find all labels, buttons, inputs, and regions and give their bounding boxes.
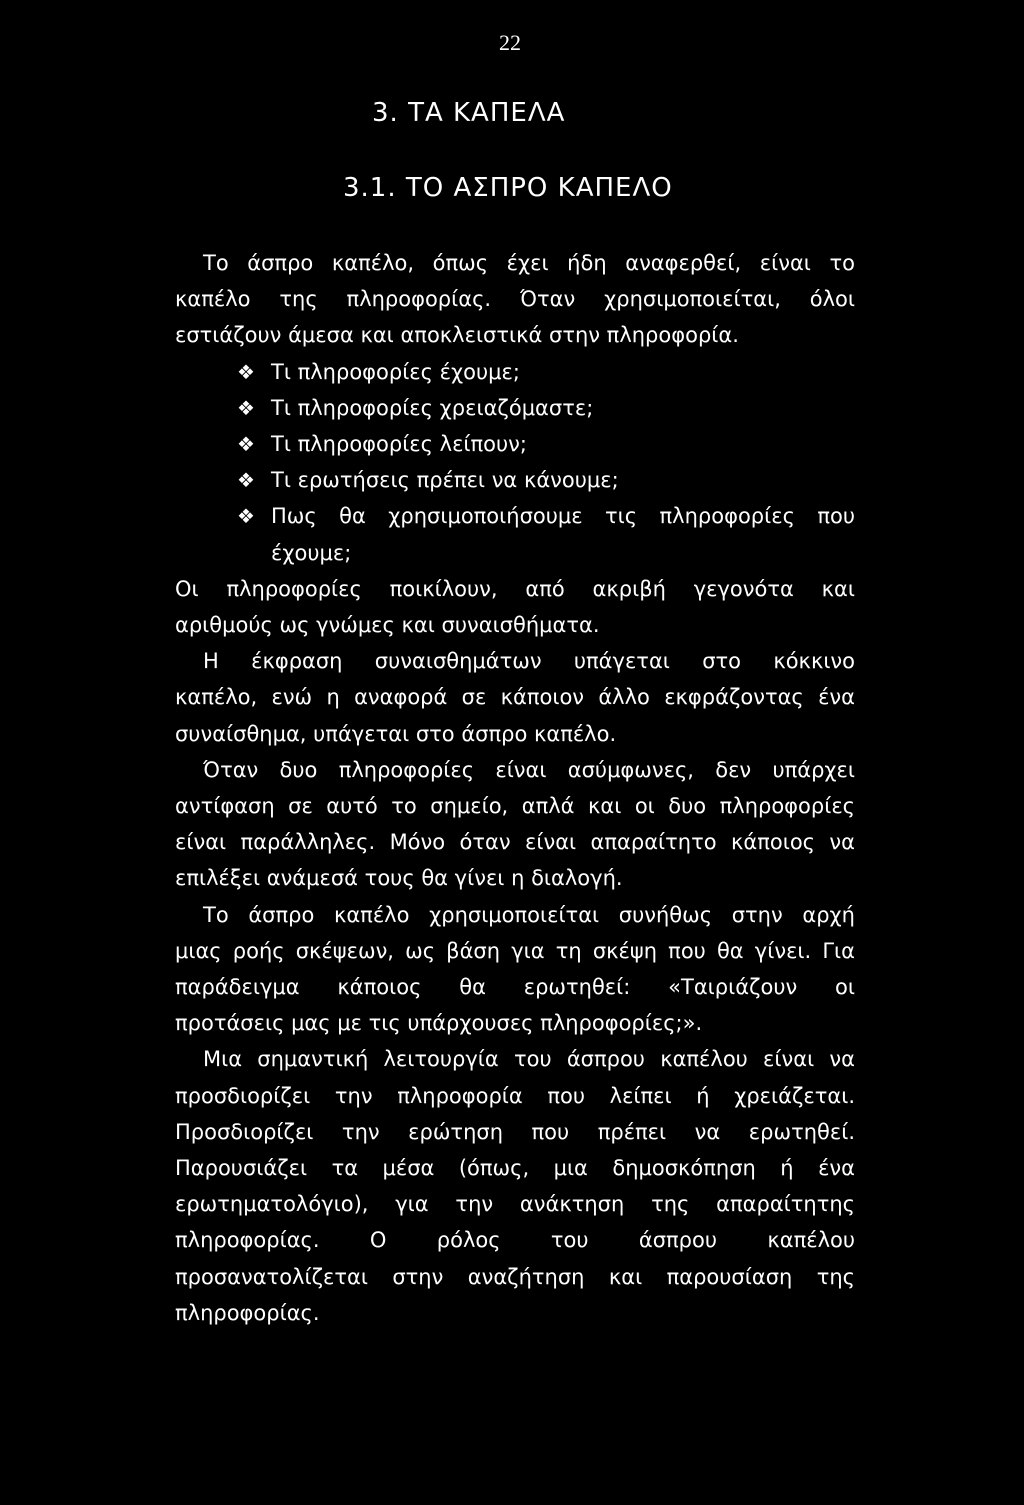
list-item [237, 426, 855, 462]
paragraph [175, 897, 855, 1042]
text-line: επιλέξει ανάμεσά τους θα γίνει η διαλογή. [175, 866, 623, 891]
text-line: Η έκφραση συναισθημάτων υπάγεται στο κόκκινο [203, 649, 855, 674]
list-item [237, 462, 855, 498]
text-line: είναι παράλληλες. Μόνο όταν είναι απαραίτητο κάποιος να [175, 830, 855, 855]
list-item [237, 354, 855, 390]
list-item [237, 390, 855, 426]
chapter-title: 3. ΤΑ ΚΑΠΕΛΑ [372, 98, 566, 128]
text-line: Οι πληροφορίες ποικίλουν, από ακριβή γεγονότα και [175, 576, 855, 601]
text-line: Το άσπρο καπέλο χρησιμοποιείται συνήθως στην αρχή [203, 902, 855, 927]
text-line: Προσδιορίζει την ερώτηση που πρέπει να ερωτηθεί. [175, 1119, 855, 1144]
text-line: Όταν δυο πληροφορίες είναι ασύμφωνες, δεν υπάρχει [203, 757, 855, 782]
text-line: καπέλο, ενώ η αναφορά σε κάποιον άλλο εκφράζοντας ένα [175, 685, 855, 710]
paragraph [175, 643, 855, 752]
diamond-bullet-icon: ❖ [237, 395, 255, 420]
text-line: Το άσπρο καπέλο, όπως έχει ήδη αναφερθεί, είναι το [203, 251, 855, 275]
question-list [175, 354, 855, 571]
text-line: πληροφορίας. Ο ρόλος του άσπρου καπέλου [175, 1228, 855, 1253]
diamond-bullet-icon: ❖ [237, 432, 255, 457]
text-line: Παρουσιάζει τα μέσα (όπως, μια δημοσκόπηση ή ένα [175, 1156, 855, 1181]
paragraph [175, 1041, 855, 1331]
text-line: παράδειγμα κάποιος θα ερωτηθεί: «Ταιριάζουν οι [175, 975, 855, 1000]
diamond-bullet-icon: ❖ [237, 468, 255, 493]
text-line: προτάσεις μας με τις υπάρχουσες πληροφορίες;». [175, 1011, 703, 1036]
text-line: μιας ροής σκέψεων, ως βάση για τη σκέψη που θα γίνει. Για [175, 938, 855, 963]
list-item [237, 498, 855, 570]
list-item-text [271, 498, 855, 570]
diamond-bullet-icon: ❖ [237, 504, 255, 529]
list-item-text: Τι πληροφορίες χρειαζόμαστε; [271, 395, 594, 420]
text-line: Πως θα χρησιμοποιήσουμε τις πληροφορίες που [271, 504, 855, 529]
paragraph [175, 752, 855, 897]
list-item-text: Τι πληροφορίες λείπουν; [271, 432, 527, 457]
intro-paragraph [175, 245, 855, 354]
document-body [175, 245, 855, 1331]
text-line: ερωτηματολόγιο), για την ανάκτηση της απαραίτητης [175, 1192, 855, 1217]
text-line: έχουμε; [271, 540, 352, 565]
diamond-bullet-icon: ❖ [237, 359, 255, 384]
text-line: εστιάζουν άμεσα και αποκλειστικά στην πληροφορία. [175, 323, 739, 348]
text-line: προσδιορίζει την πληροφορία που λείπει ή χρειάζεται. [175, 1083, 855, 1108]
paragraph [175, 571, 855, 643]
text-line: προσανατολίζεται στην αναζήτηση και παρουσίαση της [175, 1264, 855, 1289]
text-line: καπέλο της πληροφορίας. Όταν χρησιμοποιείται, όλοι [175, 287, 855, 312]
list-item-text: Τι πληροφορίες έχουμε; [271, 359, 520, 384]
list-item-text: Τι ερωτήσεις πρέπει να κάνουμε; [271, 468, 619, 493]
text-line: αριθμούς ως γνώμες και συναισθήματα. [175, 613, 600, 638]
text-line: πληροφορίας. [175, 1300, 320, 1325]
text-line: συναίσθημα, υπάγεται στο άσπρο καπέλο. [175, 721, 617, 746]
page-number: 22 [499, 30, 521, 55]
text-line: Μια σημαντική λειτουργία του άσπρου καπέλου είναι να [203, 1047, 855, 1072]
text-line: αντίφαση σε αυτό το σημείο, απλά και οι δυο πληροφορίες [175, 794, 855, 819]
section-title: 3.1. ΤΟ ΑΣΠΡΟ ΚΑΠΕΛΟ [343, 173, 673, 203]
